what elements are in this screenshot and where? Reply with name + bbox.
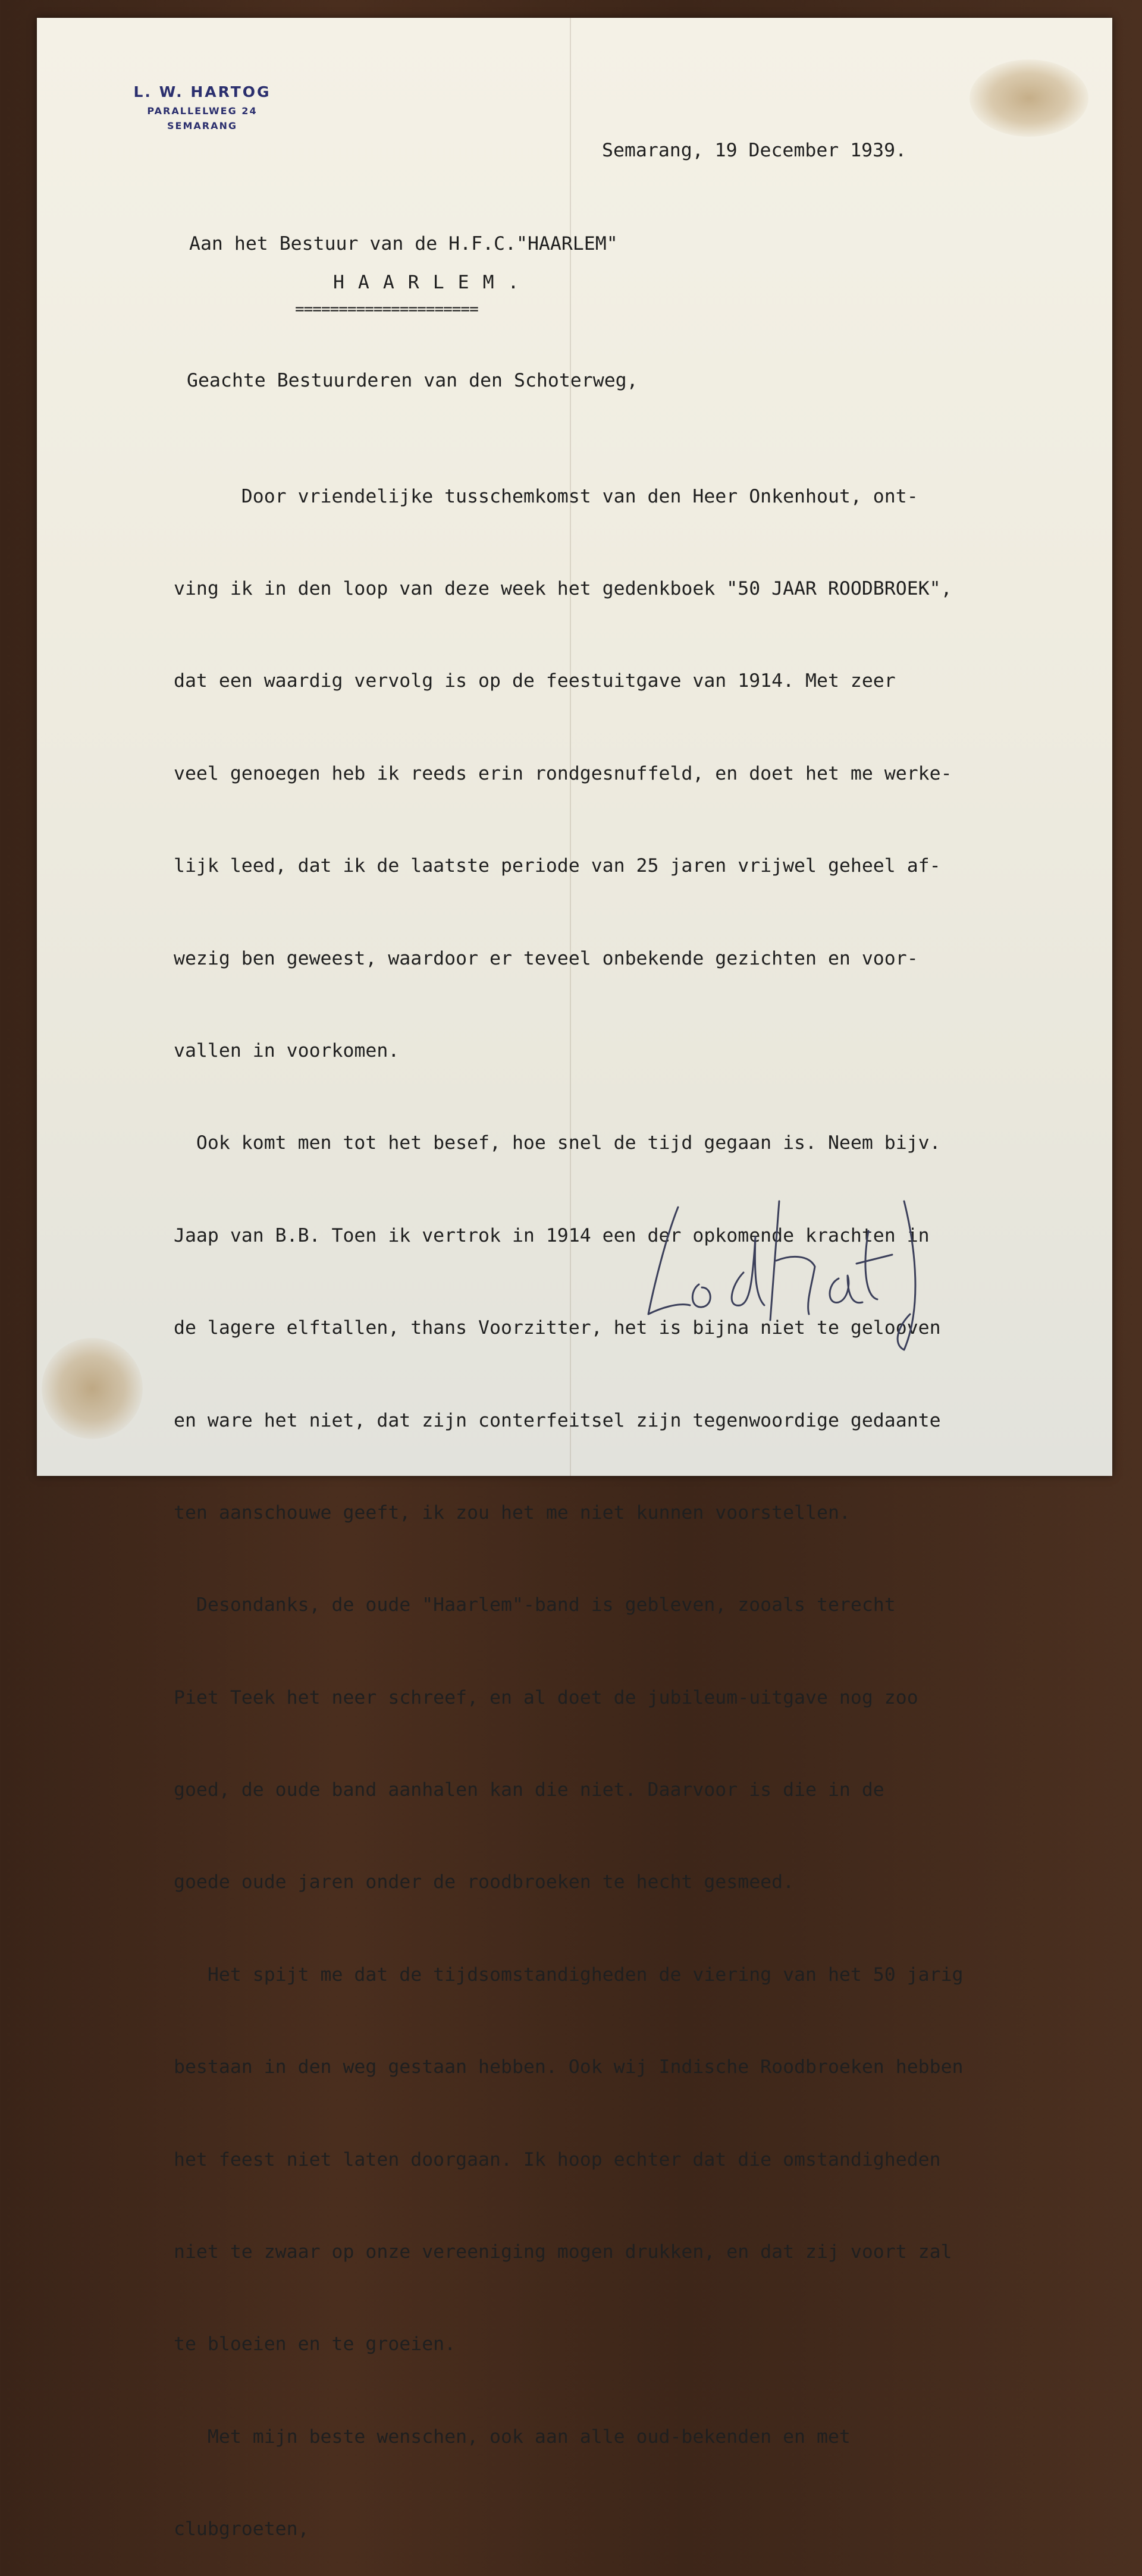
letterhead-city: SEMARANG [167, 120, 237, 131]
body-line: het feest niet laten doorgaan. Ik hoop echter dat die omstandigheden [174, 2148, 941, 2170]
body-line: vallen in voorkomen. [174, 1039, 400, 1061]
letterhead-name: L. W. HARTOG [133, 83, 271, 100]
stain-top-right [970, 59, 1088, 137]
body-line: te bloeien en te groeien. [174, 2333, 456, 2355]
addressee-underline: ===================== [295, 300, 478, 318]
body-line: goed, de oude band aanhalen kan die niet. Daarvoor is die in de [174, 1779, 884, 1801]
body-line: ten aanschouwe geeft, ik zou het me niet kunnen voorstellen. [174, 1501, 851, 1523]
body-line: lijk leed, dat ik de laatste periode van 25 jaren vrijwel geheel af- [174, 855, 941, 877]
body-line: dat een waardig vervolg is op de feestuitgave van 1914. Met zeer [174, 670, 896, 692]
body-line: wezig ben geweest, waardoor er teveel onbekende gezichten en voor- [174, 947, 918, 969]
body-line: Piet Teek het neer schreef, en al doet de jubileum-uitgave nog zoo [174, 1686, 918, 1708]
body-line: goede oude jaren onder de roodbroeken te hecht gesmeed. [174, 1871, 795, 1893]
addressee-line: Aan het Bestuur van de H.F.C."HAARLEM" [189, 233, 618, 255]
addressee-city: H A A R L E M . [333, 272, 520, 293]
body-line: Ook komt men tot het besef, hoe snel de tijd gegaan is. Neem bijv. [174, 1132, 941, 1154]
date-line: Semarang, 19 December 1939. [602, 140, 907, 161]
letter-body [174, 420, 964, 2576]
body-line: bestaan in den weg gestaan hebben. Ook wij Indische Roodbroeken hebben [174, 2056, 964, 2078]
body-line: Jaap van B.B. Toen ik vertrok in 1914 een der opkomende krachten in [174, 1224, 930, 1246]
stain-bottom-left [42, 1338, 143, 1439]
body-line: ving ik in den loop van deze week het gedenkboek "50 JAAR ROODBROEK", [174, 577, 952, 599]
body-line: Met mijn beste wenschen, ook aan alle oud-bekenden en met [174, 2426, 851, 2448]
body-line: Door vriendelijke tusschemkomst van den Heer Onkenhout, ont- [174, 485, 918, 507]
body-line: veel genoegen heb ik reeds erin rondgesnuffeld, en doet het me werke- [174, 762, 952, 784]
body-line: Desondanks, de oude "Haarlem"-band is gebleven, zooals terecht [174, 1594, 896, 1616]
salutation: Geachte Bestuurderen van den Schoterweg, [187, 370, 638, 391]
body-line: niet te zwaar op onze vereeniging mogen drukken, en dat zij voort zal [174, 2241, 952, 2263]
letterhead [101, 83, 303, 131]
handwritten-signature [642, 1166, 928, 1356]
body-line: clubgroeten, [174, 2518, 309, 2540]
letterhead-address: PARALLELWEG 24 [147, 105, 258, 117]
body-line: Het spijt me dat de tijdsomstandigheden de viering van het 50 jarig [174, 1964, 964, 1986]
body-line: en ware het niet, dat zijn conterfeitsel zijn tegenwoordige gedaante [174, 1409, 941, 1431]
body-line: de lagere elftallen, thans Voorzitter, het is bijna niet te gelooven [174, 1317, 941, 1339]
